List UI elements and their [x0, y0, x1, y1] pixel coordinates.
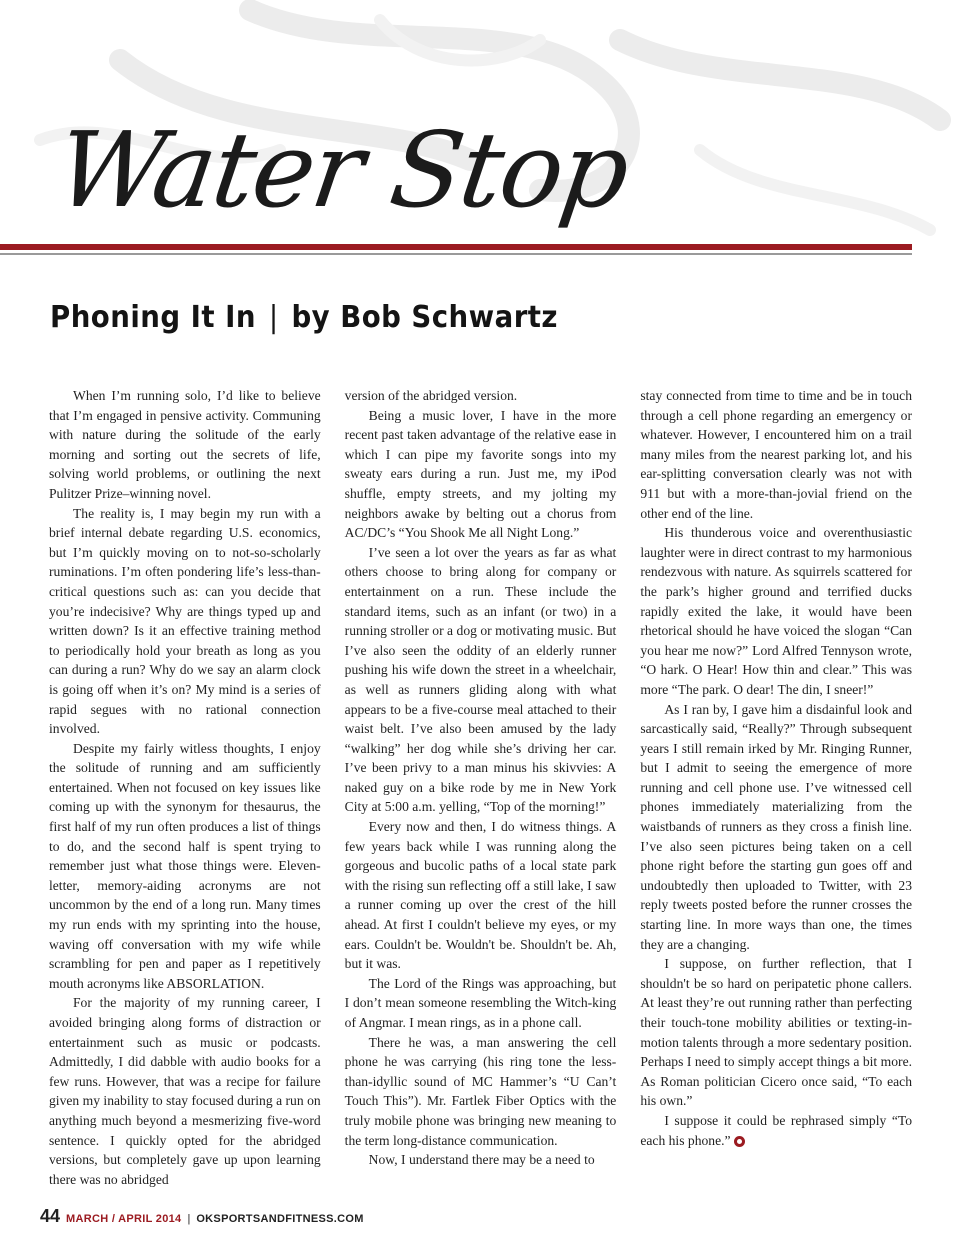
paragraph: As I ran by, I gave him a disdainful look and sarcastically said, “Really?” Through subsequent years I still remain irked by Mr. Ringing Runner, but I admit to seeing the emergence of more running and cell phone use. I’ve witnessed cell phones immediately materializing from the waistbands of runners as they cross a finish line. I’ve also seen pictures being taken on a cell phone right before the starting gun goes off and undoubtedly then uploaded to Twitter, with 23 reply tweets posted before the runner crosses the starting line. In more ways than one, the times they are a changing. [640, 701, 913, 952]
article-headline [50, 300, 558, 335]
article-byline: by Bob Schwartz [291, 300, 558, 335]
header-rule-thin [0, 253, 912, 255]
paragraph: His thunderous voice and overenthusiastic laughter were in direct contrast to my harmonious rendezvous with nature. As squirrels scattered for the park’s higher ground and terrified ducks rapidly exited the lake, it would have been rhetorical should he have voiced the slogan “Can you hear me now?” Lord Alfred Tennyson wrote, “O hark. O Hear! How thin and clear.” This was more “The park. O dear! The din, I sneer!” [640, 525, 913, 697]
paragraph: Every now and then, I do witness things. A few years back while I was running along the gorgeous and bucolic paths of a local state park with the rising sun reflecting off a still lake, I saw a runner coming up over the crest of the hill ahead. At first I couldn't believe my eyes, or my ears. Couldn't be. Wouldn't be. Shouldn't be. Ah, but it was. [344, 819, 617, 972]
website-link[interactable]: OKSPORTSANDFITNESS.COM [196, 1213, 364, 1225]
article-title: Phoning It In [50, 300, 256, 335]
issue-date: MARCH / APRIL 2014 [66, 1213, 182, 1225]
paragraph: There he was, a man answering the cell phone he was carrying (his ring tone the less-than-idyllic sound of MC Hammer’s “U Can’t Touch This”). Mr. Fartlek Fiber Optics with the truly mobile phone was bringing new meaning to the term long-distance communication. [344, 1034, 617, 1148]
end-mark-icon [734, 1136, 745, 1147]
column-2 [345, 386, 617, 1202]
paragraph-continued: stay connected from time to time and be in touch through a cell phone regarding an emergency or whatever. However, I encountered him on a trail many miles from the nearest parking lot, and his ear-splitting conversation clearly was not with 911 but with a more-than-jovial friend on the other end of the line. [640, 388, 913, 521]
paragraph: Being a music lover, I have in the more recent past taken advantage of the relative ease in which I can pipe my favorite songs into my sweaty ears during a run. Just me, my iPod shuffle, empty streets, and my jolting my neighbors awake by belting out a chorus from AC/DC’s “You Shook Me all Night Long.” [344, 407, 617, 541]
paragraph: For the majority of my running career, I avoided bringing along forms of distraction or entertainment such as music or podcasts. Admittedly, I did dabble with audio books for a few runs. However, that was a recipe for failure given my inability to stay focused during a run on anything much beyond a mesmerizing five-word sentence. I quickly opted for the abridged versions, but completely gave up upon learning there was no abridged [49, 995, 321, 1187]
paragraph: Now, I understand there may be a need to [368, 1152, 595, 1168]
page-number: 44 [40, 1206, 61, 1226]
title-separator: | [268, 300, 279, 335]
column-masthead: Water Stop [49, 109, 635, 231]
article-body [49, 386, 912, 1202]
paragraph: I’ve seen a lot over the years as far as what others choose to bring along for company or entertainment on a run. These include the standard items, such as an infant (or two) in a running stroller or a dog or motivating music. But I’ve also seen the oddity of an elderly runner pushing his wife down the street in a wheelchair, as well as runners gliding along with what appears to be a five-course meal attached to their waist belt. I’ve also been amused by the lady “walking” her dog while she’s driving her car. I’ve been privy to a man minus his skivvies: A naked guy on a bike rode by me in New York City at 5:00 a.m. yelling, “Top of the morning!” [344, 544, 617, 815]
page-footer [40, 1206, 364, 1227]
paragraph: The reality is, I may begin my run with a brief internal debate regarding U.S. economics, but I’m quickly moving on to not-so-scholarly ruminations. I’m often pondering life’s less-than-critical questions such as: can you decide that you’re indecisive? Why are things typed up and written down? Is it an effective training method to periodically hold your breath as long as you can during a run? Why do we say an alarm clock is going off when it’s on? My mind is a series of rapid segues with no rational connection involved. [49, 505, 321, 737]
footer-separator: | [187, 1213, 191, 1225]
paragraph: I suppose, on further reflection, that I shouldn't be so hard on peripatetic phone callers. At least they’re out running rather than perfecting their touch-tone mobility abilities or texting-in-motion talents through a more sedentary position. Perhaps I need to simply accept things a bit more. As Roman politician Cicero once said, “To each his own.” [640, 956, 913, 1109]
paragraph: The Lord of the Rings was approaching, but I don’t mean someone resembling the Witch-king of Angmar. I mean rings, as in a phone call. [344, 975, 617, 1030]
header-rule [0, 244, 912, 250]
column-3 [640, 386, 912, 1202]
paragraph-final [640, 1111, 912, 1150]
paragraph: When I’m running solo, I’d like to believe that I’m engaged in pensive activity. Communing with nature during the solitude of the early morning and sorting out the secrets of life, solving world problems, or outlining the next Pulitzer Prize–winning novel. [49, 388, 321, 501]
final-sentence: I suppose it could be rephrased simply “To each his phone.” [640, 1112, 913, 1148]
paragraph-continued: version of the abridged version. [344, 388, 518, 403]
paragraph: Despite my fairly witless thoughts, I enjoy the solitude of running and am sufficiently entertained. When not focused on key issues like coming up with the synonym for thesaurus, the first half of my run often produces a list of things to do, and the second half is spent trying to remember just what those things were. Eleven-letter, memory-aiding acronyms are not uncommon by the end of a long run. Many times my run ends with my sprinting into the house, waving off conversation with my wife while scrambling for pen and paper as I repetitively mouth acronyms like ABSORLATION. [49, 740, 321, 991]
column-1 [49, 386, 321, 1202]
